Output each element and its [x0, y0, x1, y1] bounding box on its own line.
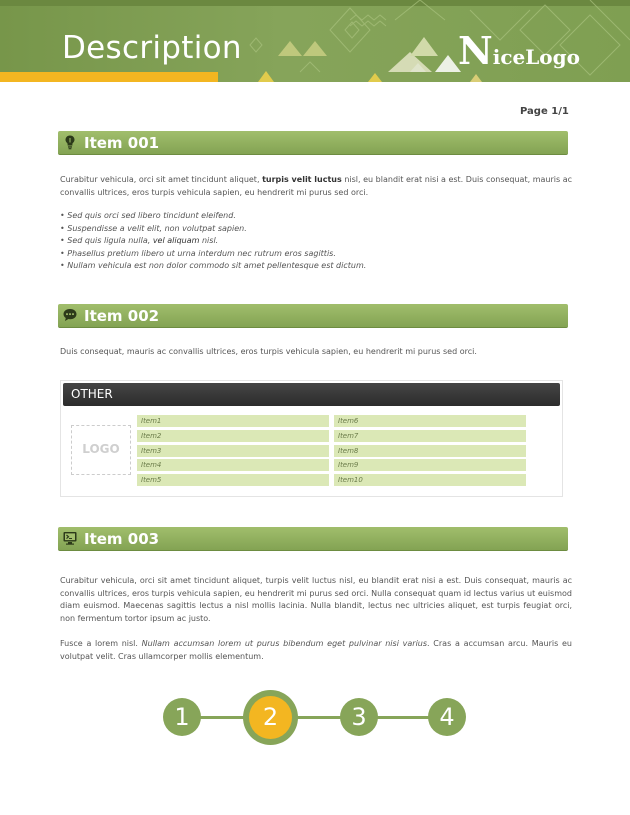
list-item: • Sed quis ligula nulla, vel aliquam nisl.: [60, 236, 219, 246]
header-title: Description: [62, 30, 242, 66]
section-title: Item 003: [84, 530, 160, 548]
list-item: • Nullam vehicula est non dolor commodo sit amet pellentesque est dictum.: [60, 261, 367, 271]
section-1-paragraph: Curabitur vehicula, orci sit amet tincidunt aliquet, turpis velit luctus nisl, eu blandit erat nisi a est. Duis consequat, mauris ac convallis ultrices, eros turpis vehicula sapien, eu hendrerit mi purus sed orci.: [60, 175, 573, 197]
list-item: Item1: [137, 415, 329, 427]
section-2-paragraph: Duis consequat, mauris ac convallis ultrices, eros turpis vehicula sapien, eu hendrerit mi purus sed orci.: [60, 347, 477, 356]
step-2-label: 2: [249, 696, 292, 739]
step-3[interactable]: 3: [340, 698, 378, 736]
other-panel: [60, 380, 563, 497]
speech-bubble-icon: [62, 307, 78, 323]
list-item: Item4: [137, 459, 329, 471]
list-item: Item2: [137, 430, 329, 442]
list-item: Item5: [137, 474, 329, 486]
section-header-item-003: [58, 527, 568, 551]
list-item: • Phasellus pretium libero ut urna interdum nec rutrum eros sagittis.: [60, 248, 336, 258]
section-header-item-002: [58, 304, 568, 328]
logo-placeholder-text: LOGO: [82, 442, 120, 456]
logo-placeholder: [71, 425, 131, 475]
section-3-paragraph-2: Fusce a lorem nisl. Nullam accumsan lorem ut purus bibendum eget pulvinar nisi varius. Cras a accumsan arcu. Mauris eu volutpat velit. Cras ullamcorper mollis elementum.: [60, 639, 572, 661]
section-title: Item 001: [84, 134, 160, 152]
step-1[interactable]: 1: [163, 698, 201, 736]
lightbulb-icon: [62, 134, 78, 150]
step-connector-line: [180, 716, 448, 719]
section-3-paragraph-1: Curabitur vehicula, orci sit amet tincidunt aliquet, turpis velit luctus nisl, eu blandit erat nisi a est. Duis consequat, mauris ac convallis ultrices, eros turpis vehicula sapien, eu hendrerit mi purus sed orci. Nulla consequat quam id lectus varius ut euismod diam euismod. Maecenas sagittis lectus a nisl mollis lacinia. Nulla blandit, lectus nec ultricies aliquet, est turpis feugiat orci, non fermentum tortor ipsum ac justo.: [60, 576, 572, 623]
list-item: Item9: [334, 459, 526, 471]
header-accent-bar: [0, 72, 218, 82]
step-2-active[interactable]: [243, 690, 298, 745]
bold-text: turpis velit luctus: [262, 175, 342, 184]
other-panel-title: OTHER: [71, 387, 113, 401]
other-panel-header: [63, 383, 560, 406]
list-item: Item3: [137, 445, 329, 457]
brand-logo[interactable]: [458, 28, 580, 73]
list-item: • Suspendisse a velit elit, non volutpat sapien.: [60, 223, 247, 233]
list-item: Item10: [334, 474, 526, 486]
section-header-item-001: [58, 131, 568, 155]
page-number: Page 1/1: [520, 106, 569, 117]
list-item: Item8: [334, 445, 526, 457]
section-1-bullet-list: [60, 210, 572, 273]
list-item: Item7: [334, 430, 526, 442]
section-title: Item 002: [84, 307, 160, 325]
list-item: • Sed quis orci sed libero tincidunt eleifend.: [60, 211, 236, 220]
logo-text: iceLogo: [492, 45, 580, 69]
monitor-icon: [62, 530, 78, 546]
page-header: [0, 0, 630, 82]
step-4[interactable]: 4: [428, 698, 466, 736]
step-progress-indicator: [0, 690, 630, 745]
list-item: Item6: [334, 415, 526, 427]
logo-initial: N: [458, 28, 493, 73]
